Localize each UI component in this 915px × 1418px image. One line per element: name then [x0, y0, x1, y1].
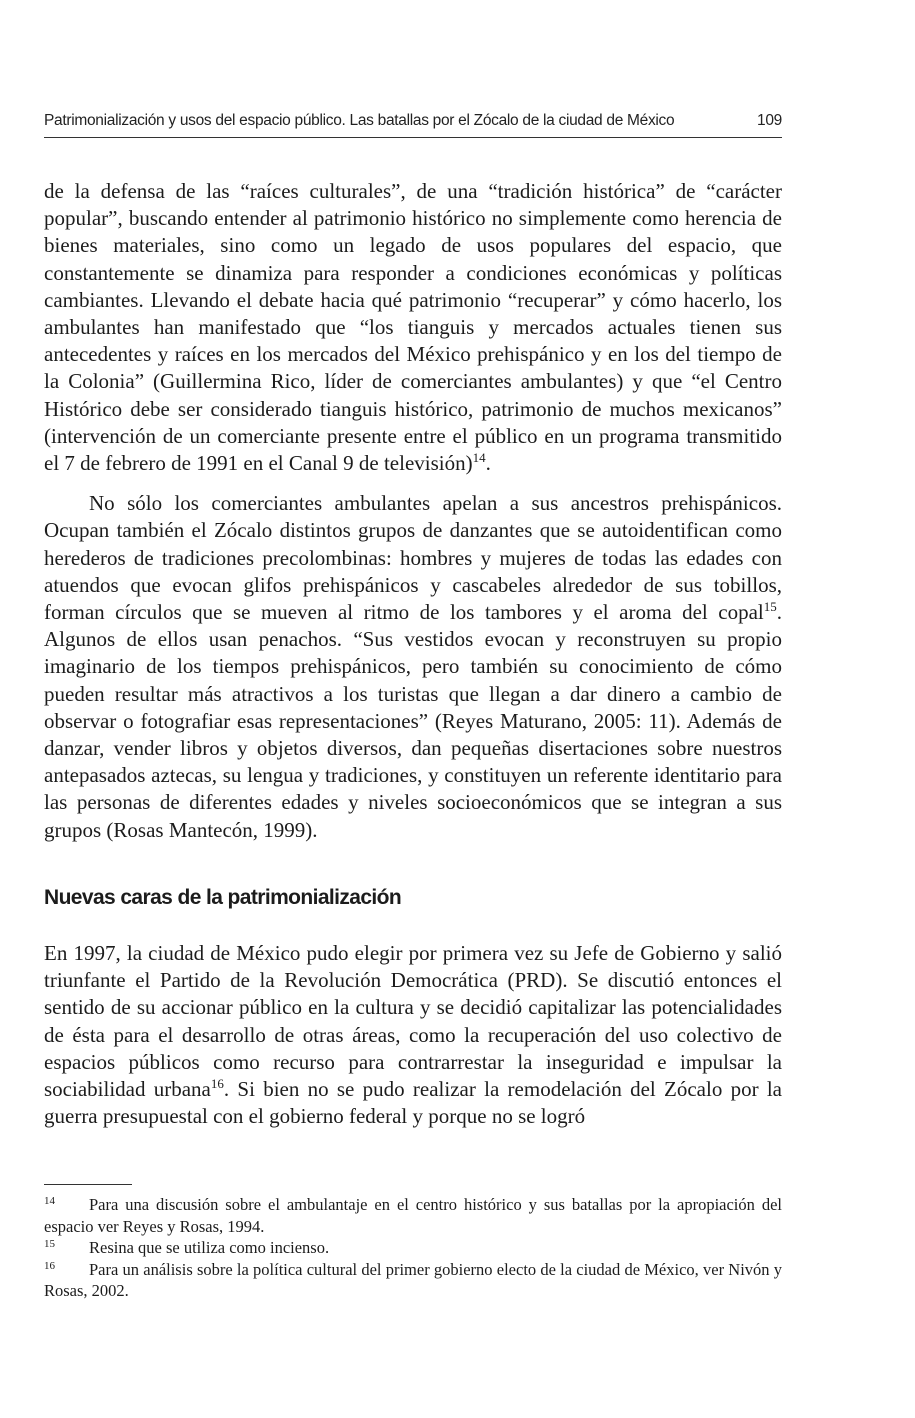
- footnotes: [44, 1194, 782, 1302]
- running-title: Patrimonialización y usos del espacio público. Las batallas por el Zócalo de la ciudad de México: [44, 112, 675, 129]
- paragraph: de la defensa de las “raíces culturales”, de una “tradición histórica” de “carácter popular”, buscando entender al patrimonio histórico no simplemente como herencia de bienes materiales, sino como un legado de usos populares del espacio, que constantemente se dinamiza para responder a condiciones económicas y políticas cambiantes. Llevando el debate hacia qué patrimonio “recuperar” y cómo hacerlo, los ambulantes han manifestado que “los tianguis y mercados actuales tienen sus antecedentes y raíces en los mercados del México prehispánico y en los del tiempo de la Colonia” (Guillermina Rico, líder de comerciantes ambulantes) y que “el Centro Histórico debe ser considerado tianguis histórico, patrimonio de muchos mexicanos” (intervención de un comerciante presente entre el público en un programa transmitido el 7 de febrero de 1991 en el Canal 9 de televisión)$^{14}$.: [44, 179, 782, 476]
- footnote-reference[interactable]: 15: [763, 599, 777, 615]
- section-body-text: [44, 940, 782, 1130]
- footnote-text: Para una discusión sobre el ambulantaje en el centro histórico y sus batallas por la apropiación del espacio ver Reyes y Rosas, 1994.: [44, 1195, 782, 1236]
- running-header: [44, 112, 782, 130]
- header-rule: [44, 137, 782, 138]
- paragraph: En 1997, la ciudad de México pudo elegir por primera vez su Jefe de Gobierno y salió triunfante el Partido de la Revolución Democrática (PRD). Se discutió entonces el sentido de su accionar público en la cultura y se decidió capitalizar las potencialidades de ésta para el desarrollo de otras áreas, como la recuperación del uso colectivo de espacios públicos como recurso para contrarrestar la inseguridad e impulsar la sociabilidad urbana$^{16}$. Si bien no se pudo realizar la remodelación del Zócalo por la guerra presupuestal con el gobierno federal y porque no se logró: [44, 941, 783, 1129]
- page-number: 109: [757, 112, 782, 129]
- footnote-text: Resina que se utiliza como incienso.: [89, 1238, 330, 1257]
- footnote: 16 Para un análisis sobre la política cultural del primer gobierno electo de la ciudad de México, ver Nivón y Rosas, 2002.: [44, 1259, 782, 1300]
- footnote-rule: [44, 1184, 132, 1185]
- footnote: 15 Resina que se utiliza como incienso.: [44, 1238, 330, 1257]
- footnote-text: Para un análisis sobre la política cultural del primer gobierno electo de la ciudad de México, ver Nivón y Rosas, 2002.: [44, 1259, 782, 1300]
- body-text: [44, 178, 782, 844]
- section-heading: Nuevas caras de la patrimonialización: [44, 886, 402, 909]
- footnote-reference[interactable]: 16: [210, 1076, 224, 1092]
- paragraph: No sólo los comerciantes ambulantes apelan a sus ancestros prehispánicos. Ocupan también el Zócalo distintos grupos de danzantes que se autoidentifican como herederos de tradiciones precolombinas: hombres y mujeres de todas las edades con atuendos que evocan glifos prehispánicos y cascabeles alrededor de sus tobillos, forman círculos que se mueven al ritmo de los tambores y el aroma del copal$^{15}$. Algunos de ellos usan penachos. “Sus vestidos evocan y reconstruyen su propio imaginario de los tiempos prehispánicos, pero también su conocimiento de cómo pueden resultar más atractivos a los turistas que llegan a dar dinero a cambio de observar o fotografiar esas representaciones” (Reyes Maturano, 2005: 11). Además de danzar, vender libros y objetos diversos, dan pequeñas disertaciones sobre nuestros antepasados aztecas, su lengua y tradiciones, y constituyen un referente identitario para las personas de diferentes edades y niveles socioeconómicos que se integran a sus grupos (Rosas Mantecón, 1999).: [44, 491, 782, 842]
- footnote: 14 Para una discusión sobre el ambulantaje en el centro histórico y sus batallas por la apropiación del espacio ver Reyes y Rosas, 1994.: [44, 1195, 782, 1236]
- footnote-reference[interactable]: 14: [472, 450, 486, 466]
